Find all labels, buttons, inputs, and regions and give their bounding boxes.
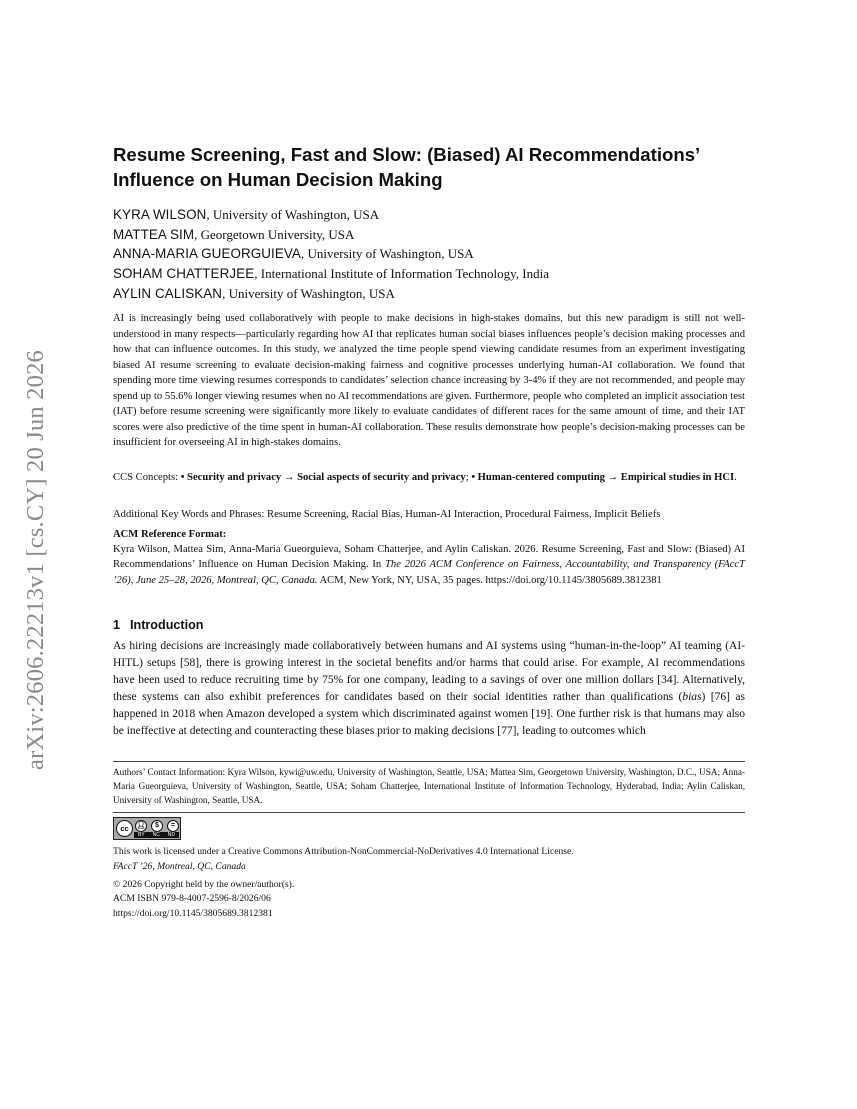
author-entry (113, 264, 745, 284)
author-name: MATTEA SIM (113, 226, 195, 242)
cc-term: BY (137, 832, 145, 838)
acm-reference-publisher: ACM, New York, NY, USA, 35 pages. https://doi.org/10.1145/3805689.3812381 (317, 574, 662, 586)
introduction-paragraph (113, 638, 745, 741)
author-entry (113, 225, 745, 245)
cc-logo-icon: cc (116, 820, 133, 837)
abstract: AI is increasingly being used collaboratively with people to make decisions in high-stakes domains, but this new paradigm is still not well-understood in many respects—particularly regarding how AI that replicates human social biases influences people’s decision making processes and how that can influence outcomes. In this study, we analyzed the time people spend viewing candidate resumes from an experiment investigating biased AI resume screening to evaluate decision-making fairness and cognitive processes underlying human-AI collaboration. We found that spending more time viewing resumes corresponds to candidates’ selection chance increasing by 3-4% if they are not recommended, and people may spend up to 55.6% longer viewing resumes when no AI recommendations are given. Furthermore, people who completed an implicit association test (IAT) before resume screening were significantly more likely to evaluate candidates of different races for the same amount of time, and their IAT scores were also predictive of the time spent in human-AI collaboration. These results demonstrate how people’s decision-making processes can be insufficient for overseeing AI in high-stakes domains. (113, 313, 745, 448)
author-list (113, 205, 745, 304)
author-affiliation: , International Institute of Information Technology, India (254, 266, 549, 282)
section-number: 1 (113, 618, 121, 632)
acm-reference-heading: ACM Reference Format: (113, 529, 227, 540)
section-heading (113, 618, 745, 632)
cc-term: ND (167, 832, 176, 838)
author-affiliation: , University of Washington, USA (206, 207, 380, 222)
cc-license-terms (134, 832, 179, 838)
ccs-separator: ; (465, 472, 472, 483)
author-affiliation: , Georgetown University, USA (194, 226, 355, 242)
intro-text: ) [76] as happened in 2018 when Amazon developed a system which discriminated against women [19]. One further risk is that humans may also be ineffective at detecting and counteracting these biases prior to making decisions [77], leading to outcomes which (113, 691, 745, 738)
acm-reference-citation: Kyra Wilson, Mattea Sim, Anna-Maria Gueorguieva, Soham Chatterjee, and Aylin Caliskan. 2026. Resume Screening, Fast and Slow: (Biased) AI Recommendations’ Influence on Human Decision Making. In (113, 544, 745, 571)
arxiv-identifier: arXiv:2606.22213v1 [cs.CY] 20 Jun 2026 (22, 350, 49, 770)
author-entry (113, 244, 745, 264)
author-affiliation: , University of Washington, USA (222, 285, 395, 301)
acm-reference-format (113, 527, 745, 588)
noderivatives-icon: = (167, 820, 179, 832)
ccs-end: . (734, 472, 737, 483)
cc-term: NC (152, 832, 160, 838)
ccs-label: CCS Concepts: (113, 472, 181, 483)
author-name: AYLIN CALISKAN (113, 285, 223, 301)
footnote-divider (113, 761, 745, 762)
acm-reference-venue: The 2026 ACM Conference on Fairness, Accountability, and Transparency (FAccT ’26), June 25–28, 2026, Montreal, QC, Canada. (113, 559, 745, 586)
author-name: SOHAM CHATTERJEE (113, 266, 255, 282)
ccs-concept: • Human-centered computing → Empirical studies in HCI (471, 472, 735, 483)
conference-info: FAccT ’26, Montreal, QC, Canada (113, 860, 246, 872)
keywords: Additional Key Words and Phrases: Resume Screening, Racial Bias, Human-AI Interaction, Procedural Fairness, Implicit Beliefs (113, 509, 661, 520)
attribution-icon: 👤︎ (135, 820, 147, 832)
author-affiliation: , University of Washington, USA (300, 246, 474, 262)
author-name: KYRA WILSON (113, 207, 207, 222)
ccs-concepts (113, 470, 745, 485)
section-title: Introduction (130, 618, 204, 632)
isbn-line: ACM ISBN 979-8-4007-2596-8/2026/06 (113, 893, 271, 905)
paper-title: Resume Screening, Fast and Slow: (Biased) AI Recommendations’ Influence on Human Decision Making (113, 144, 700, 190)
doi-link[interactable]: https://doi.org/10.1145/3805689.3812381 (113, 908, 273, 920)
author-entry (113, 284, 745, 304)
author-entry (113, 205, 745, 225)
intro-text: As hiring decisions are increasingly made collaboratively between humans and AI systems using “human-in-the-loop” AI teaming (AI-HITL) setups [58], there is growing interest in the societal benefits and/or harms that could arise. For example, AI recommendations have been used to reduce recruiting time by 75% for one company, leading to a savings of over one million dollars [34]. Alternatively, these systems can also exhibit preferences for candidates based on their social identities rather than qualifications ( (113, 640, 745, 704)
license-statement: This work is licensed under a Creative Commons Attribution-NonCommercial-NoDerivatives 4.0 International License. (113, 846, 574, 857)
noncommercial-icon: $ (151, 820, 163, 832)
license-block (113, 845, 745, 922)
author-name: ANNA-MARIA GUEORGUIEVA (113, 246, 301, 262)
copyright-line: © 2026 Copyright held by the owner/author(s). (113, 878, 295, 890)
author-contact-footnote: Authors’ Contact Information: Kyra Wilson, kywi@uw.edu, University of Washington, Seattle, USA; Mattea Sim, Georgetown University, Washington, D.C., USA; Anna-Maria Gueorguieva, University of Washington, Seattle, USA; Soham Chatterjee, International Institute of Information Technology, Hyderabad, India; Aylin Caliskan, University of Washington, Seattle, USA. (113, 767, 745, 806)
intro-emphasis: bias (682, 691, 702, 704)
ccs-concept: • Security and privacy → Social aspects of security and privacy (180, 472, 466, 483)
license-divider (113, 812, 745, 813)
creative-commons-badge (113, 817, 181, 840)
